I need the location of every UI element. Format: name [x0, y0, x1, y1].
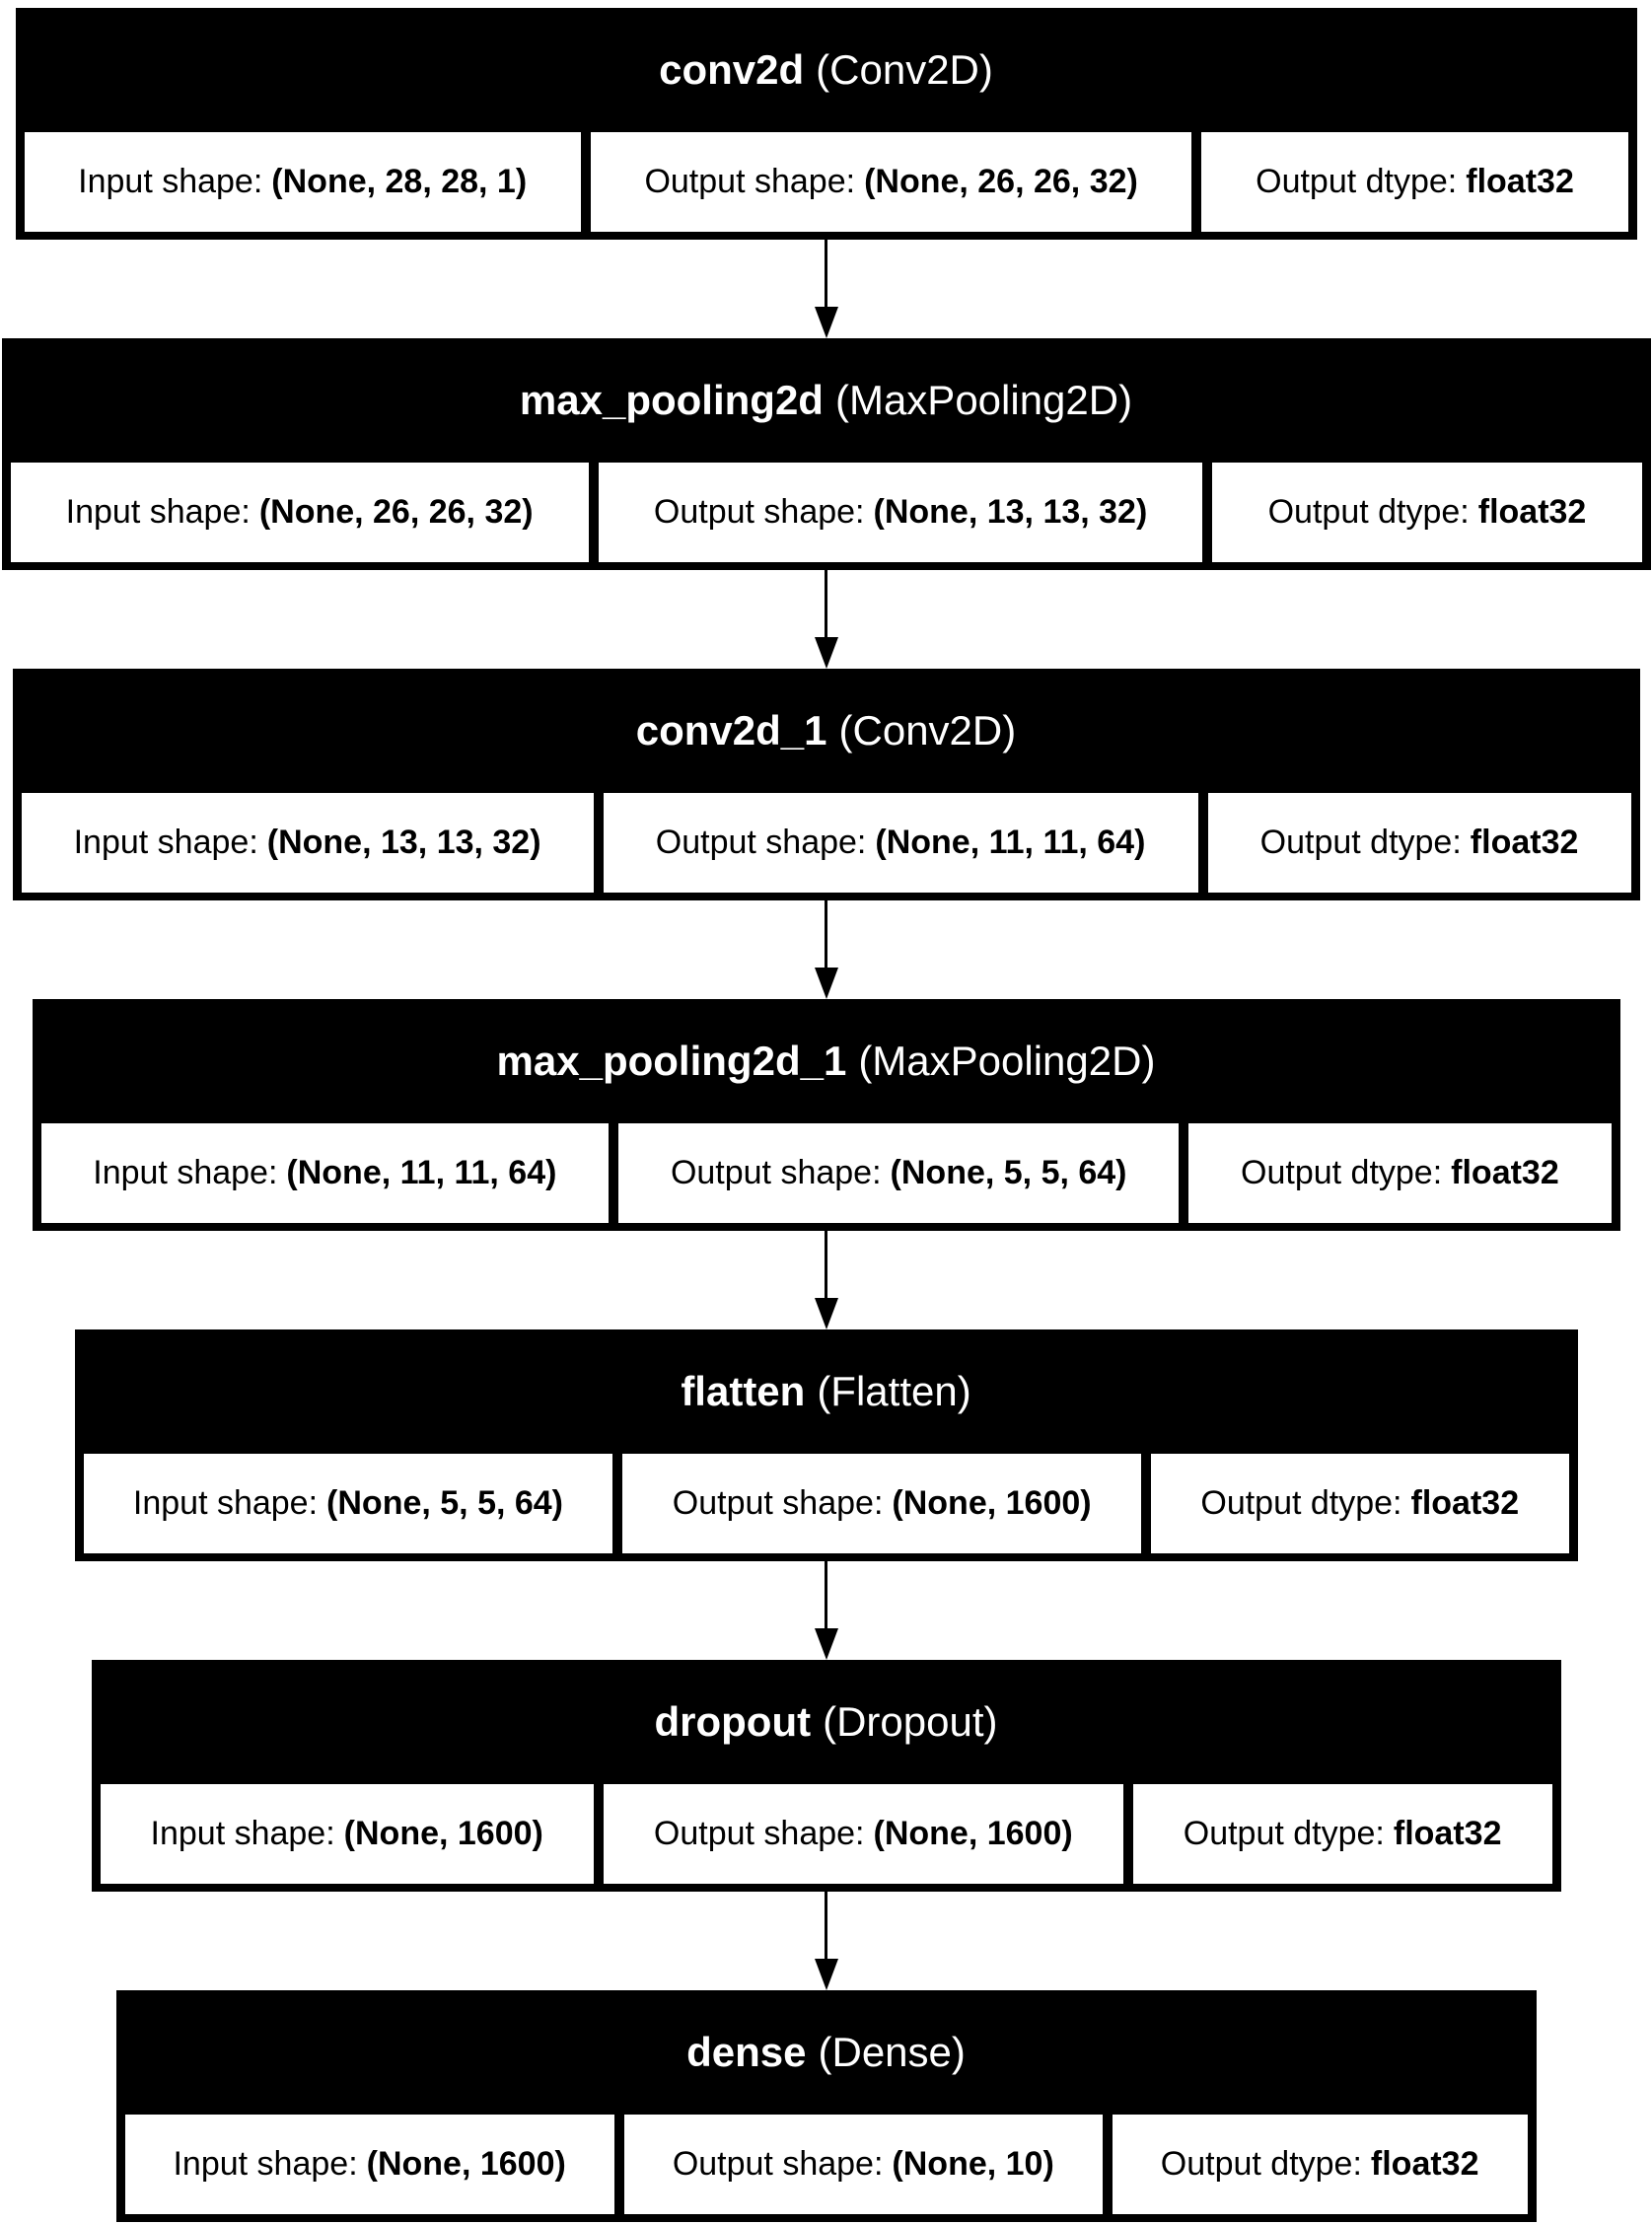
- arrow-shaft: [825, 1231, 827, 1299]
- input-shape-cell: [41, 1123, 610, 1223]
- layer-header: [75, 1329, 1578, 1454]
- arrow-shaft: [825, 1561, 827, 1629]
- input-shape-cell: [125, 2115, 614, 2214]
- connector-arrow: [815, 240, 838, 338]
- output-dtype-value: float32: [1451, 1154, 1559, 1191]
- input-shape-label: Input shape:: [150, 1815, 335, 1852]
- input-shape-cell: [11, 463, 589, 562]
- layer-node-dense: [116, 1990, 1537, 2222]
- arrow-shaft: [825, 900, 827, 969]
- layer-type: (Conv2D): [816, 46, 993, 93]
- input-shape-cell: [101, 1784, 594, 1884]
- output-shape-value: (None, 13, 13, 32): [873, 493, 1148, 531]
- layer-header: [116, 1990, 1537, 2115]
- layer-name: conv2d: [659, 46, 805, 93]
- layer-header: [92, 1660, 1561, 1784]
- output-shape-label: Output shape:: [644, 163, 856, 200]
- layer-node-conv2d: [16, 8, 1637, 240]
- output-shape-label: Output shape:: [672, 1484, 884, 1522]
- input-shape-value: (None, 28, 28, 1): [271, 163, 528, 200]
- output-shape-value: (None, 1600): [873, 1815, 1073, 1852]
- layer-cells: [13, 793, 1640, 900]
- layer-type: (MaxPooling2D): [834, 377, 1133, 423]
- output-dtype-cell: [1212, 463, 1641, 562]
- output-shape-label: Output shape:: [670, 1154, 882, 1191]
- input-shape-value: (None, 11, 11, 64): [286, 1154, 557, 1191]
- layer-name: max_pooling2d_1: [496, 1038, 847, 1084]
- arrow-head-icon: [815, 637, 838, 669]
- output-dtype-label: Output dtype:: [1160, 2145, 1362, 2183]
- output-dtype-value: float32: [1477, 493, 1587, 531]
- input-shape-cell: [25, 132, 581, 232]
- output-dtype-value: float32: [1393, 1815, 1502, 1852]
- arrow-head-icon: [815, 1959, 838, 1990]
- output-shape-cell: [604, 1784, 1123, 1884]
- layer-type: (Dropout): [823, 1698, 998, 1745]
- layer-node-conv2d_1: [13, 669, 1640, 900]
- connector-arrow: [815, 1561, 838, 1660]
- layer-name: dense: [686, 2029, 807, 2075]
- layer-type: (Flatten): [817, 1368, 971, 1414]
- arrow-shaft: [825, 570, 827, 638]
- input-shape-value: (None, 26, 26, 32): [258, 493, 534, 531]
- output-shape-cell: [599, 463, 1203, 562]
- input-shape-label: Input shape:: [173, 2145, 358, 2183]
- output-dtype-label: Output dtype:: [1200, 1484, 1402, 1522]
- layer-cells: [92, 1784, 1561, 1892]
- output-dtype-value: float32: [1370, 2145, 1479, 2183]
- output-shape-label: Output shape:: [655, 824, 867, 861]
- output-shape-value: (None, 1600): [892, 1484, 1092, 1522]
- output-shape-cell: [591, 132, 1192, 232]
- input-shape-label: Input shape:: [132, 1484, 319, 1522]
- input-shape-value: (None, 1600): [343, 1815, 543, 1852]
- layer-name: flatten: [681, 1368, 806, 1414]
- output-dtype-cell: [1151, 1454, 1569, 1553]
- connector-arrow: [815, 900, 838, 999]
- output-shape-label: Output shape:: [653, 1815, 865, 1852]
- output-shape-value: (None, 11, 11, 64): [875, 824, 1146, 861]
- output-dtype-label: Output dtype:: [1267, 493, 1470, 531]
- input-shape-label: Input shape:: [93, 1154, 278, 1191]
- layer-node-flatten: [75, 1329, 1578, 1561]
- input-shape-label: Input shape:: [65, 493, 251, 531]
- output-dtype-value: float32: [1466, 163, 1574, 200]
- layer-cells: [116, 2115, 1537, 2222]
- output-shape-cell: [618, 1123, 1179, 1223]
- output-shape-label: Output shape:: [653, 493, 865, 531]
- layer-cells: [33, 1123, 1620, 1231]
- output-dtype-label: Output dtype:: [1259, 824, 1462, 861]
- output-shape-cell: [622, 1454, 1141, 1553]
- output-shape-label: Output shape:: [672, 2145, 884, 2183]
- output-shape-value: (None, 10): [892, 2145, 1054, 2183]
- layer-type: (Conv2D): [838, 707, 1017, 754]
- output-dtype-label: Output dtype:: [1256, 163, 1458, 200]
- output-dtype-cell: [1133, 1784, 1552, 1884]
- connector-arrow: [815, 1892, 838, 1990]
- arrow-head-icon: [815, 968, 838, 999]
- arrow-shaft: [825, 1892, 827, 1960]
- layer-name: max_pooling2d: [519, 377, 824, 423]
- layer-node-dropout: [92, 1660, 1561, 1892]
- output-dtype-label: Output dtype:: [1183, 1815, 1385, 1852]
- input-shape-value: (None, 1600): [366, 2145, 566, 2183]
- layer-header: [33, 999, 1620, 1123]
- output-dtype-cell: [1188, 1123, 1611, 1223]
- output-dtype-cell: [1113, 2115, 1528, 2214]
- output-dtype-label: Output dtype:: [1241, 1154, 1443, 1191]
- layer-type: (Dense): [818, 2029, 966, 2075]
- layer-node-max_pooling2d: [2, 338, 1651, 570]
- output-dtype-cell: [1201, 132, 1627, 232]
- input-shape-cell: [84, 1454, 613, 1553]
- output-shape-cell: [604, 793, 1198, 893]
- layer-type: (MaxPooling2D): [858, 1038, 1156, 1084]
- input-shape-label: Input shape:: [78, 163, 263, 200]
- layer-name: dropout: [654, 1698, 812, 1745]
- input-shape-value: (None, 5, 5, 64): [326, 1484, 564, 1522]
- arrow-head-icon: [815, 307, 838, 338]
- layer-header: [13, 669, 1640, 793]
- output-shape-value: (None, 5, 5, 64): [890, 1154, 1127, 1191]
- input-shape-value: (None, 13, 13, 32): [266, 824, 541, 861]
- layer-node-max_pooling2d_1: [33, 999, 1620, 1231]
- layer-name: conv2d_1: [635, 707, 827, 754]
- input-shape-label: Input shape:: [73, 824, 258, 861]
- output-shape-value: (None, 26, 26, 32): [864, 163, 1138, 200]
- connector-arrow: [815, 570, 838, 669]
- layer-cells: [16, 132, 1637, 240]
- output-dtype-value: float32: [1410, 1484, 1520, 1522]
- input-shape-cell: [22, 793, 594, 893]
- arrow-head-icon: [815, 1628, 838, 1660]
- layer-cells: [75, 1454, 1578, 1561]
- layer-cells: [2, 463, 1651, 570]
- output-dtype-cell: [1208, 793, 1631, 893]
- arrow-head-icon: [815, 1298, 838, 1329]
- layer-header: [2, 338, 1651, 463]
- output-shape-cell: [624, 2115, 1103, 2214]
- arrow-shaft: [825, 240, 827, 308]
- layer-header: [16, 8, 1637, 132]
- output-dtype-value: float32: [1470, 824, 1579, 861]
- connector-arrow: [815, 1231, 838, 1329]
